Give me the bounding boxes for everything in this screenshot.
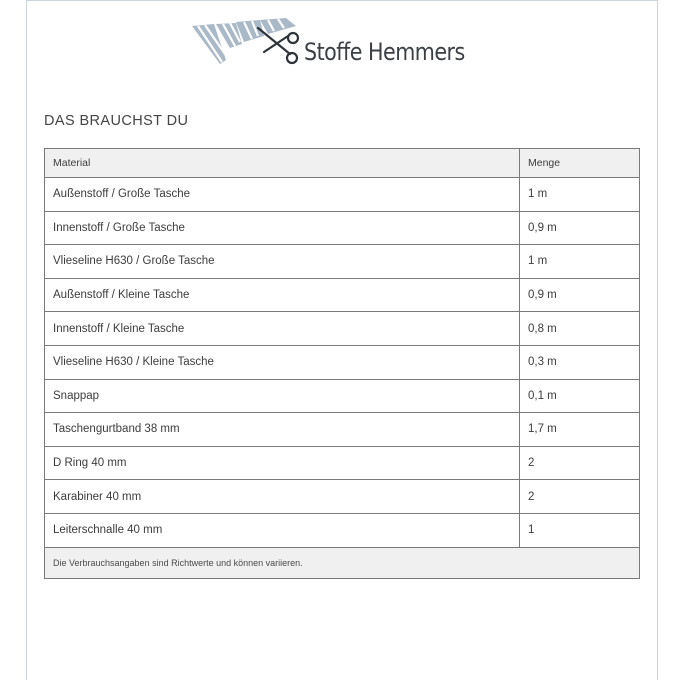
material-cell: D Ring 40 mm	[45, 446, 520, 480]
table-row	[45, 312, 640, 346]
material-cell: Außenstoff / Kleine Tasche	[45, 278, 520, 312]
material-cell: Vlieseline H630 / Große Tasche	[45, 245, 520, 279]
table-row	[45, 379, 640, 413]
material-cell: Taschengurtband 38 mm	[45, 413, 520, 447]
table-footnote: Die Verbrauchsangaben sind Richtwerte und können variieren.	[45, 547, 640, 578]
quantity-cell: 1,7 m	[520, 413, 640, 447]
section-title: DAS BRAUCHST DU	[44, 113, 189, 129]
table-row	[45, 178, 640, 212]
material-cell: Innenstoff / Kleine Tasche	[45, 312, 520, 346]
scissors-fabric-logo-icon	[190, 14, 302, 70]
material-cell: Snappap	[45, 379, 520, 413]
quantity-cell: 0,8 m	[520, 312, 640, 346]
materials-table	[44, 148, 640, 579]
header-material: Material	[45, 149, 520, 178]
quantity-cell: 1 m	[520, 178, 640, 212]
table-row	[45, 446, 640, 480]
table-header-row	[45, 149, 640, 178]
quantity-cell: 0,1 m	[520, 379, 640, 413]
table-row	[45, 245, 640, 279]
quantity-cell: 0,3 m	[520, 345, 640, 379]
quantity-cell: 2	[520, 480, 640, 514]
brand-logo[interactable]	[190, 14, 470, 74]
quantity-cell: 2	[520, 446, 640, 480]
quantity-cell: 0,9 m	[520, 278, 640, 312]
material-cell: Vlieseline H630 / Kleine Tasche	[45, 345, 520, 379]
quantity-cell: 1	[520, 513, 640, 547]
brand-name: Stoffe Hemmers	[304, 38, 465, 66]
quantity-cell: 0,9 m	[520, 211, 640, 245]
table-footer-row	[45, 547, 640, 578]
table-row	[45, 480, 640, 514]
material-cell: Innenstoff / Große Tasche	[45, 211, 520, 245]
material-cell: Außenstoff / Große Tasche	[45, 178, 520, 212]
table-row	[45, 278, 640, 312]
material-cell: Leiterschnalle 40 mm	[45, 513, 520, 547]
table-row	[45, 413, 640, 447]
header-quantity: Menge	[520, 149, 640, 178]
table-row	[45, 211, 640, 245]
table-row	[45, 345, 640, 379]
quantity-cell: 1 m	[520, 245, 640, 279]
material-cell: Karabiner 40 mm	[45, 480, 520, 514]
table-row	[45, 513, 640, 547]
